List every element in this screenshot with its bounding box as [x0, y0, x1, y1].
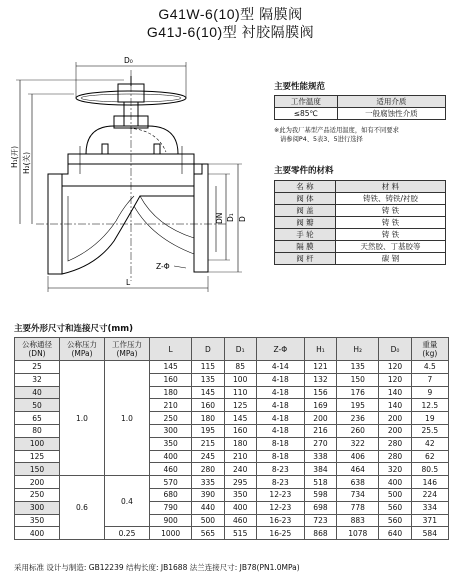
table-row: 40 180 145 110 4-18 156 176 140 9 [15, 386, 449, 399]
table-row: 350 900 500 460 16-23 723 883 560 371 [15, 514, 449, 527]
table-row: 手 轮 铸 铁 [275, 229, 446, 241]
col-z: Z-Φ [256, 338, 304, 361]
wp-group-3: 0.25 [105, 527, 150, 540]
table-row: 125 400 245 210 8-18 338 406 280 62 [15, 450, 449, 463]
label-h2: H₂(关) [22, 152, 31, 174]
label-d1: D₁ [226, 213, 235, 222]
pn-group-2: 0.6 [60, 476, 105, 540]
col-wp: 工作压力 (MPa) [105, 338, 150, 361]
table-row: 150 460 280 240 8-23 384 464 320 80.5 [15, 463, 449, 476]
table-row: 隔 膜 天然胶、丁基胶等 [275, 241, 446, 253]
parts-col-name: 名 称 [275, 181, 336, 193]
label-d: D [238, 216, 247, 222]
title-g41j: G41J-6(10)型 衬胶隔膜阀 [146, 24, 315, 40]
performance-heading: 主要性能规范 [274, 82, 326, 92]
table-row: 65 250 180 145 4-18 200 236 200 19 [15, 412, 449, 425]
table-row: 200 0.6 0.4 570 335 295 8-23 518 638 400 146 [15, 476, 449, 489]
pn-group-1: 1.0 [60, 361, 105, 476]
table-row: 300 790 440 400 12-23 698 778 560 334 [15, 501, 449, 514]
table-row: 100 350 215 180 8-18 270 322 280 42 [15, 437, 449, 450]
perf-col-temp: 工作温度 [275, 96, 338, 108]
table-row: 25 1.0 1.0 145 115 85 4-14 121 135 120 4.5 [15, 361, 449, 374]
parts-heading: 主要零件的材料 [274, 166, 334, 176]
table-row: 阀 杆 碳 钢 [275, 253, 446, 265]
table-row: 400 0.25 1000 565 515 16-25 868 1078 640 584 [15, 527, 449, 540]
wp-group-1: 1.0 [105, 361, 150, 476]
col-pn: 公称压力 (MPa) [60, 338, 105, 361]
table-row: 80 300 195 160 4-18 216 260 200 25.5 [15, 424, 449, 437]
col-weight: 重量 (kg) [411, 338, 448, 361]
parts-table [274, 180, 446, 265]
col-dn: 公称通径 (DN) [15, 338, 60, 361]
performance-note: ※此为我厂基型产品适用温度，如有不同要求 请参阅P4、5表3、5进行选择 [274, 127, 399, 143]
table-row: 50 210 160 125 4-18 169 195 140 12.5 [15, 399, 449, 412]
perf-medium-value: 一般腐蚀性介质 [337, 108, 445, 120]
col-h2: H₂ [337, 338, 379, 361]
label-d0: D₀ [124, 56, 133, 65]
dimensions-heading: 主要外形尺寸和连接尺寸(mm) [14, 324, 133, 334]
col-h1: H₁ [304, 338, 336, 361]
standards-line: 采用标准 设计与制造: GB12239 结构长度: JB1688 法兰连接尺寸: JB78(PN1.0MPa) [14, 563, 300, 572]
col-l: L [150, 338, 192, 361]
dimensions-table [14, 337, 449, 540]
performance-table [274, 95, 446, 120]
table-row: 阀 盖 铸 铁 [275, 205, 446, 217]
valve-drawing [6, 56, 268, 306]
parts-col-material: 材 料 [336, 181, 446, 193]
title-g41w: G41W-6(10)型 隔膜阀 [158, 6, 303, 22]
table-row: 阀 体 铸铁、铸铁/衬胶 [275, 193, 446, 205]
label-dn: DN [215, 212, 224, 224]
label-h1: H₁(开) [10, 146, 19, 168]
perf-col-medium: 适用介质 [337, 96, 445, 108]
label-l: L [126, 278, 131, 287]
col-d: D [192, 338, 224, 361]
col-d0: D₀ [379, 338, 411, 361]
col-d1: D₁ [224, 338, 256, 361]
perf-temp-value: ≤85℃ [275, 108, 338, 120]
table-row: 250 680 390 350 12-23 598 734 500 224 [15, 488, 449, 501]
label-zphi: Z-Φ [156, 262, 170, 271]
wp-group-2: 0.4 [105, 476, 150, 527]
table-row: 阀 瓣 铸 铁 [275, 217, 446, 229]
table-row: 32 160 135 100 4-18 132 150 120 7 [15, 373, 449, 386]
